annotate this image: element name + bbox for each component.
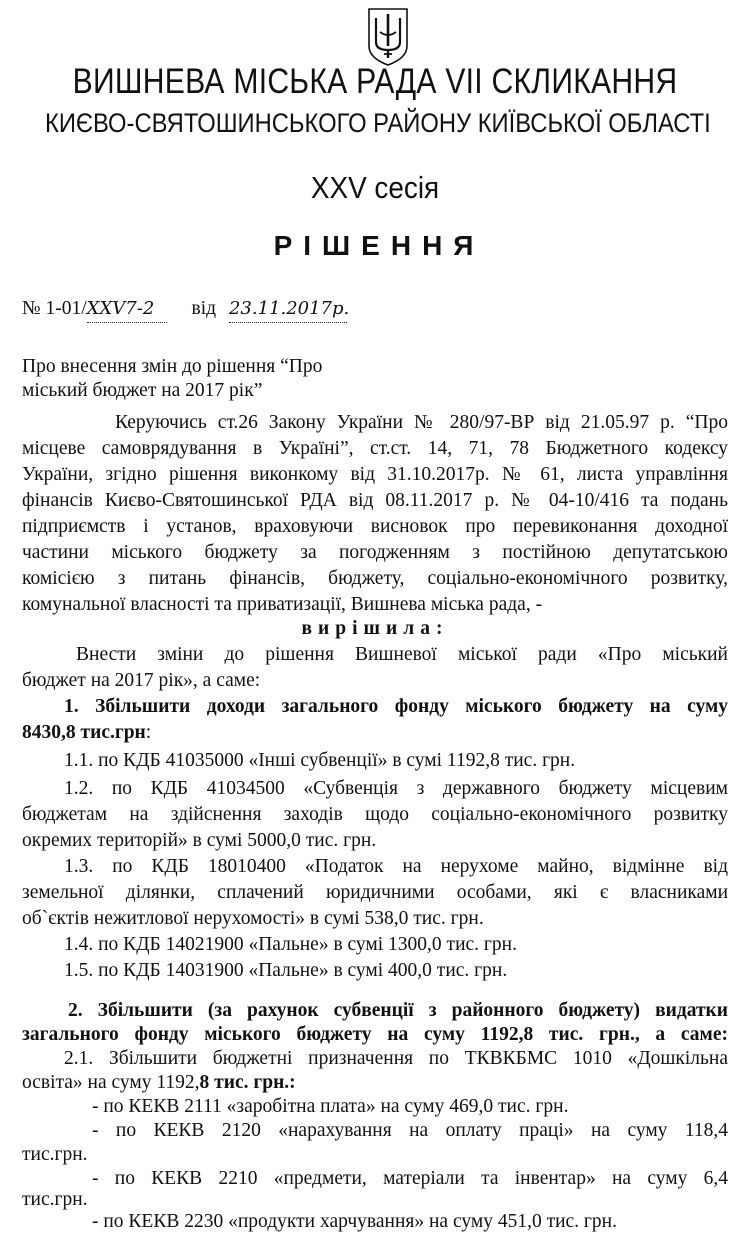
intro-line-2: бюджет на 2017 рік», а саме:: [22, 670, 261, 691]
decision-number: XXV7-2: [87, 296, 167, 323]
section1-amount: 8430,8 тис.грн: [22, 722, 146, 743]
kekv-item-3-line-1: - по КЕКВ 2210 «предмети, матеріали та інвентар» на суму 6,4: [92, 1168, 728, 1189]
section2-heading-line-1: 2. Збільшити (за рахунок субвенції з районного бюджету) видатки: [68, 1000, 728, 1021]
kekv-item-2-line-2: тис.грн.: [22, 1144, 88, 1165]
section1-item-4: 1.4. по КДБ 14021900 «Пальне» в сумі 1300,0 тис. грн.: [64, 934, 517, 955]
section2-amount-part-a: освіта» на суму 1192,: [22, 1072, 200, 1093]
section1-item-5: 1.5. по КДБ 14031900 «Пальне» в сумі 400,0 тис. грн.: [64, 960, 508, 981]
preamble-line-2: місцеве самоврядування в Україні”, ст.ст. 14, 71, 78 Бюджетного кодексу: [22, 438, 728, 459]
council-name: ВИШНЕВА МІСЬКА РАДА VII СКЛИКАННЯ: [72, 62, 678, 101]
document-title: РІШЕННЯ: [273, 230, 485, 261]
section1-item-2-line-1: 1.2. по КДБ 41034500 «Субвенція з державного бюджету місцевим: [64, 778, 728, 799]
kekv-item-3-line-2: тис.грн.: [22, 1189, 88, 1210]
preamble-line-7: комісією з питань фінансів, бюджету, соціально-економічного розвитку,: [22, 568, 728, 589]
section2-amount-part-b: 8: [199, 1072, 210, 1093]
preamble-line-6: частини міського бюджету за погодженням з постійною депутатською: [22, 542, 728, 563]
section1-item-1: 1.1. по КДБ 41035000 «Інші субвенції» в сумі 1192,8 тис. грн.: [64, 750, 576, 771]
kekv-item-1: - по КЕКВ 2111 «заробітна плата» на суму 469,0 тис. грн.: [92, 1096, 569, 1117]
decision-date: 23.11.2017р.: [229, 296, 347, 323]
section2-heading-line-2: загального фонду міського бюджету на суму 1192,8 тис. грн., а саме:: [22, 1024, 728, 1045]
decision-number-line: [22, 296, 350, 323]
kekv-item-2-line-1: - по КЕКВ 2120 «нарахування на оплату праці» на суму 118,4: [92, 1120, 728, 1141]
trident-emblem-icon: [365, 6, 411, 68]
section1-item-3-line-3: об`єктів нежитлової нерухомості» в сумі 538,0 тис. грн.: [22, 908, 484, 929]
section2-item-1-line-2: [22, 1070, 296, 1096]
section1-item-2-line-2: бюджетам на здійснення заходів щодо соціально-економічного розвитку: [22, 804, 728, 825]
subject-line-1: Про внесення змін до рішення “Про: [22, 356, 323, 377]
preamble-line-1: Керуючись ст.26 Закону України № 280/97-ВР від 21.05.97 р. “Про: [115, 412, 728, 433]
subject-line-2: міський бюджет на 2017 рік”: [22, 380, 263, 401]
preamble-line-4: фінансів Києво-Святошинської РДА від 08.11.2017 р. № 04-10/416 та подань: [22, 490, 728, 511]
section2-item-1-line-1: 2.1. Збільшити бюджетні призначення по ТКВКБМС 1010 «Дошкільна: [64, 1048, 728, 1069]
section1-item-3-line-1: 1.3. по КДБ 18010400 «Податок на нерухоме майно, відмінне від: [64, 856, 728, 877]
section1-heading-line-1: 1. Збільшити доходи загального фонду міського бюджету на суму: [64, 696, 728, 717]
section1-colon: :: [145, 722, 152, 743]
preamble-line-3: України, згідно рішення виконкому від 31.10.2017р. № 61, листа управління: [22, 464, 728, 485]
district-name: КИЄВО-СВЯТОШИНСЬКОГО РАЙОНУ КИЇВСЬКОЇ ОБЛАСТІ: [45, 108, 711, 138]
section1-heading-line-2: [22, 720, 151, 746]
from-label: від: [191, 298, 217, 319]
decided-heading: вирішила:: [301, 618, 449, 639]
preamble-line-8: комунальної власності та приватизації, Вишнева міська рада, -: [22, 594, 543, 615]
decision-number-prefix: № 1-01/: [22, 298, 87, 319]
section1-item-2-line-3: окремих територій» в сумі 5000,0 тис. грн.: [22, 830, 377, 851]
preamble-line-5: підприємств і установ, враховуючи висновок про перевиконання доходної: [22, 516, 728, 537]
section2-amount-part-c: тис. грн.:: [209, 1072, 296, 1093]
kekv-item-4: - по КЕКВ 2230 «продукти харчування» на суму 451,0 тис. грн.: [92, 1211, 617, 1232]
section1-item-3-line-2: земельної ділянки, сплачений юридичними особами, які є власниками: [22, 882, 728, 903]
intro-line-1: Внести зміни до рішення Вишневої міської ради «Про міський: [76, 644, 728, 665]
session-title: XXV сесія: [310, 170, 440, 205]
